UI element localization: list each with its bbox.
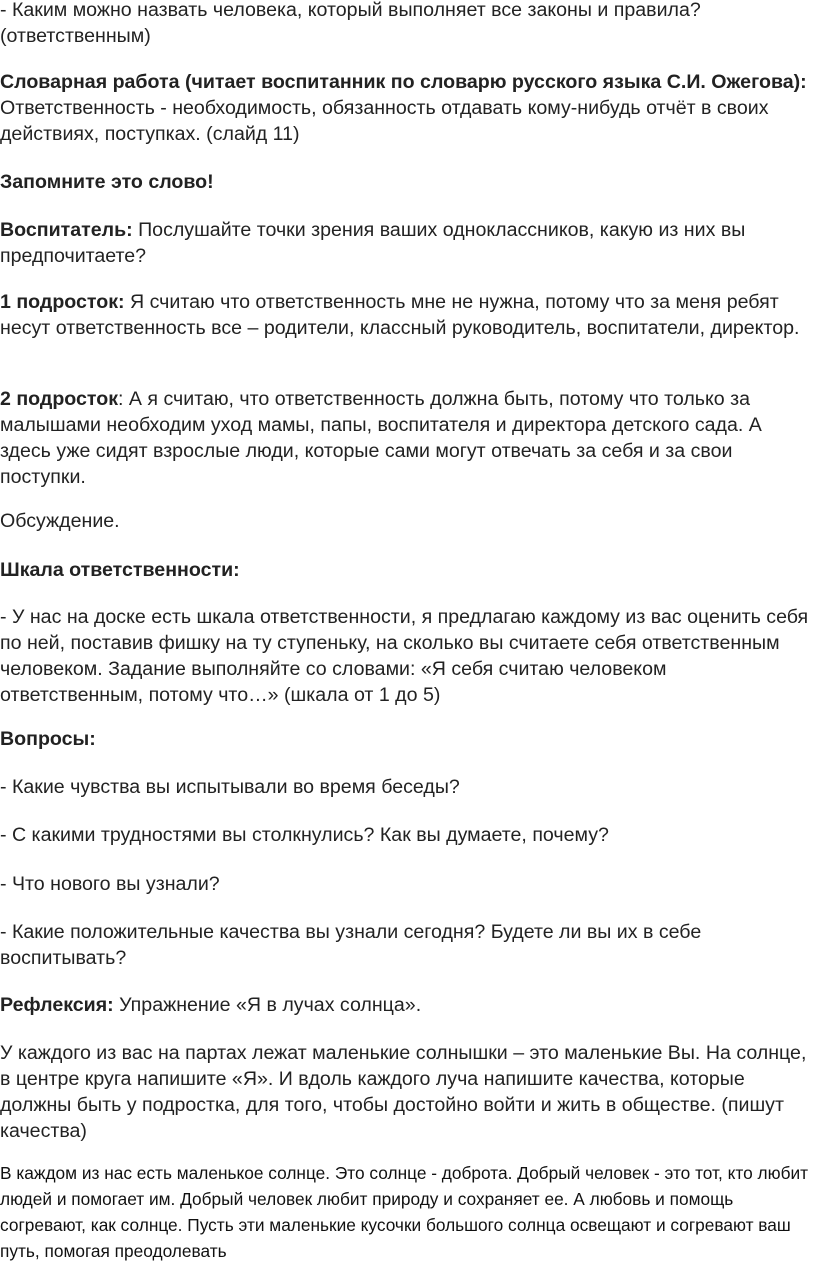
paragraph-heading: Вопросы:: [0, 728, 96, 750]
remember-heading: [0, 169, 812, 195]
paragraph-text: - Какие чувства вы испытывали во время беседы?: [0, 776, 460, 798]
paragraph-text: Обсуждение.: [0, 510, 120, 532]
question-item: [0, 919, 812, 971]
paragraph-text: : А я считаю, что ответственность должна быть, потому что только за малышами необходим уход мамы, папы, воспитателя и директора детского сада. А здесь уже сидят взрослые люди, которые сами могут отвечать за себя и за свои поступки.: [0, 388, 762, 488]
paragraph-heading: Словарная работа (читает воспитанник по словарю русского языка С.И. Ожегова):: [0, 71, 807, 93]
paragraph-heading: Рефлексия:: [0, 994, 114, 1016]
paragraph-text: - Каким можно назвать человека, который выполняет все законы и правила? (ответственным): [0, 0, 701, 47]
question-item: [0, 774, 812, 800]
scale-heading: [0, 557, 812, 583]
paragraph-text: У каждого из вас на партах лежат маленькие солнышки – это маленькие Вы. На солнце, в центре круга напишите «Я». И вдоль каждого луча напишите качества, которые должны быть у подростка, для того, чтобы достойно войти и жить в обществе. (пишут качества): [0, 1042, 807, 1142]
paragraph-text: Упражнение «Я в лучах солнца».: [113, 994, 422, 1016]
paragraph-text: - С какими трудностями вы столкнулись? Как вы думаете, почему?: [0, 824, 609, 846]
paragraph-text: Я считаю что ответственность мне не нужна, потому что за меня ребят несут ответственность все – родители, классный руководитель, воспитатели, директор.: [0, 291, 800, 339]
teen-1-paragraph: [0, 289, 812, 341]
reflection-paragraph: [0, 992, 812, 1018]
question-paragraph: [0, 0, 812, 49]
paragraph-text: - Что нового вы узнали?: [0, 873, 220, 895]
paragraph-text: - У нас на доске есть шкала ответственности, я предлагаю каждому из вас оценить себя по ней, поставив фишку на ту ступеньку, на сколько вы считаете себя ответственным человеком. Задание выполняйте со словами: «Я себя считаю человеком ответственным, потому что…» (шкала от 1 до 5): [0, 606, 809, 706]
paragraph-text: - Какие положительные качества вы узнали сегодня? Будете ли вы их в себе воспитывать?: [0, 921, 702, 969]
paragraph-heading: 1 подросток:: [0, 291, 125, 313]
teen-2-paragraph: [0, 386, 812, 490]
question-item: [0, 822, 812, 848]
paragraph-heading: Воспитатель:: [0, 219, 133, 241]
teacher-paragraph: [0, 217, 812, 269]
paragraph-text: Ответственность - необходимость, обязанность отдавать кому-нибудь отчёт в своих действиях, поступках. (слайд 11): [0, 97, 769, 145]
question-item: [0, 871, 812, 897]
scale-paragraph: [0, 604, 812, 708]
paragraph-heading: Запомните это слово!: [0, 171, 214, 193]
paragraph-text: В каждом из нас есть маленькое солнце. Это солнце - доброта. Добрый человек - это тот, кто любит людей и помогает им. Добрый человек любит природу и сохраняет ее. А любовь и помощь согревают, как солнце. Пусть эти маленькие кусочки большого солнца освещают и согревают ваш путь, помогая преодолевать: [0, 1163, 809, 1261]
paragraph-heading: 2 подросток: [0, 388, 119, 410]
paragraph-text: Послушайте точки зрения ваших одноклассников, какую из них вы предпочитаете?: [0, 219, 746, 267]
questions-heading: [0, 726, 812, 752]
closing-paragraph: [0, 1160, 812, 1264]
paragraph-heading: Шкала ответственности:: [0, 559, 240, 581]
vocabulary-paragraph: [0, 69, 812, 147]
sun-exercise-paragraph: [0, 1040, 812, 1144]
discussion-paragraph: [0, 508, 812, 534]
